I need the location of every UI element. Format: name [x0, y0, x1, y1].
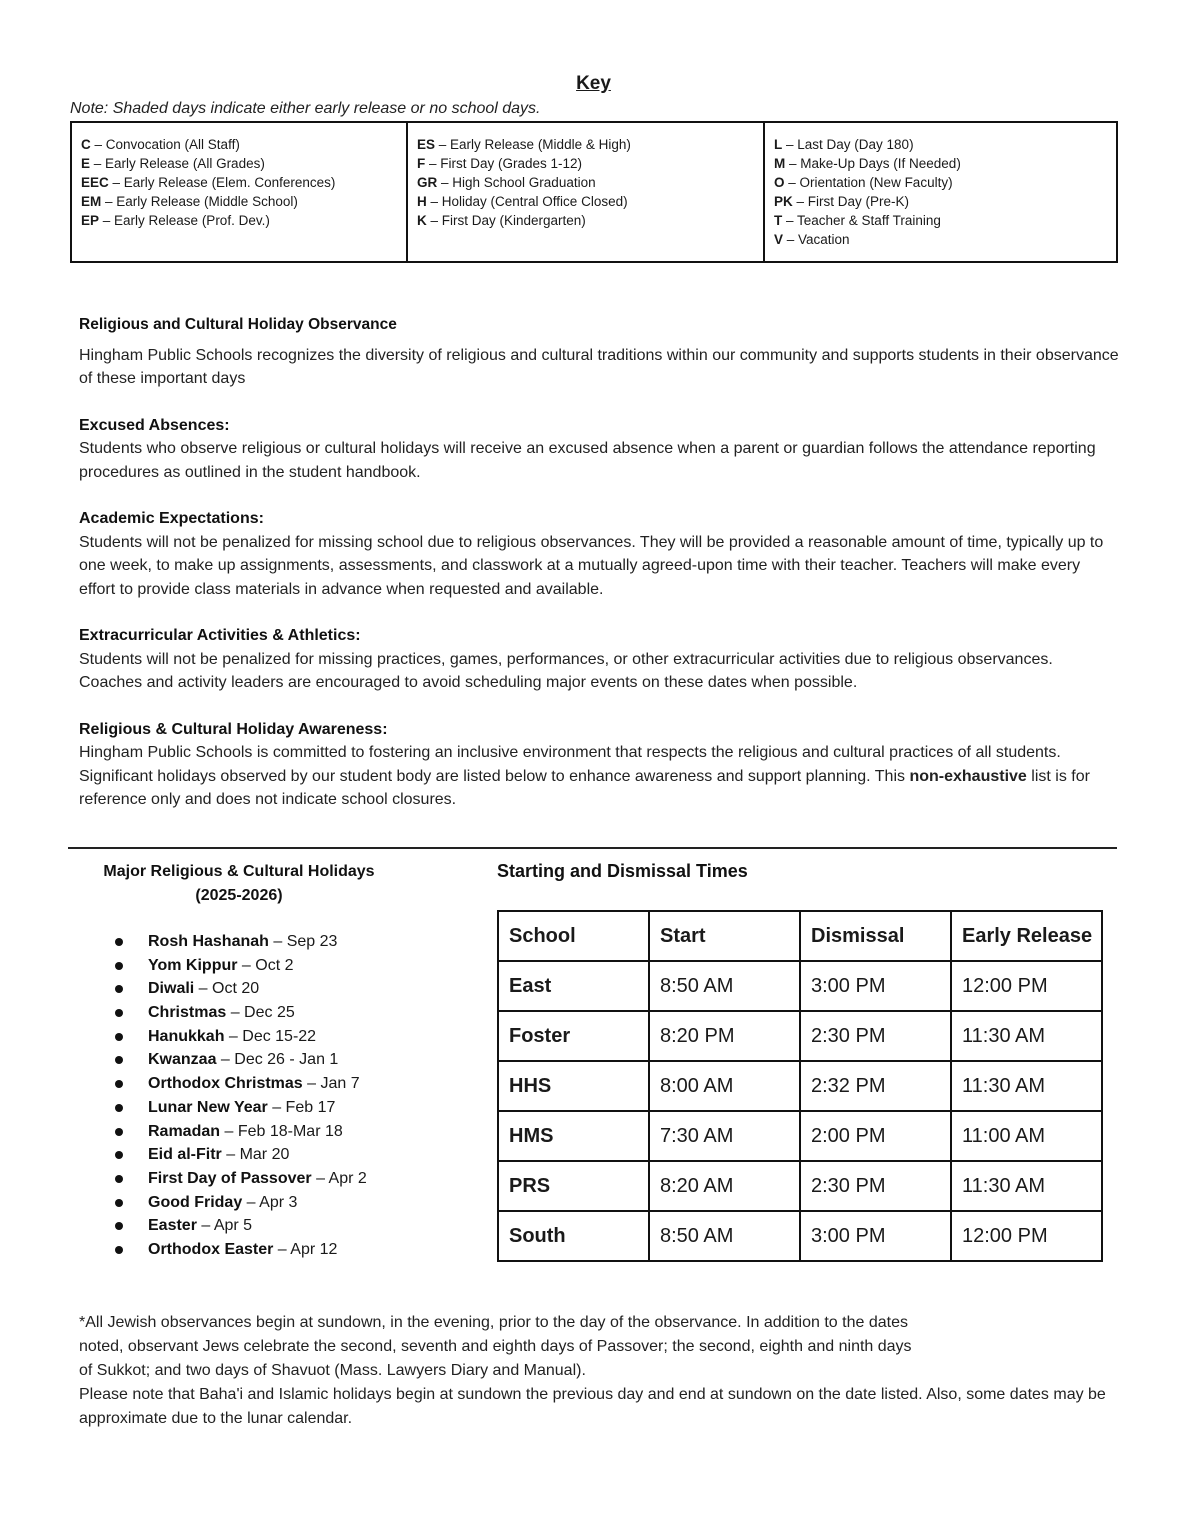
- list-item: Easter – Apr 5: [112, 1214, 367, 1238]
- list-item: Orthodox Christmas – Jan 7: [112, 1072, 367, 1096]
- table-row: [498, 1011, 1102, 1061]
- bullet-icon: [115, 1199, 123, 1207]
- key-item: PK – First Day (Pre-K): [774, 194, 910, 209]
- column-header: School: [498, 911, 649, 961]
- holidays-list: [112, 930, 367, 1262]
- bullet-icon: [115, 938, 123, 946]
- list-item: Hanukkah – Dec 15-22: [112, 1025, 367, 1049]
- start-cell: 8:50 AM: [649, 961, 800, 1011]
- excused-absences-block: [79, 414, 1119, 485]
- key-item: O – Orientation (New Faculty): [774, 175, 953, 190]
- bullet-icon: [115, 1151, 123, 1159]
- key-item: M – Make-Up Days (If Needed): [774, 156, 961, 171]
- key-note: Note: Shaded days indicate either early release or no school days.: [70, 100, 541, 117]
- footnote-line: *All Jewish observances begin at sundown, in the evening, prior to the day of the observance. In addition to the dates: [79, 1314, 908, 1331]
- section-text: Students who observe religious or cultural holidays will receive an excused absence when a parent or guardian follows the attendance reporting procedures as outlined in the student handbook.: [79, 440, 1096, 481]
- early-release-cell: 12:00 PM: [951, 961, 1102, 1011]
- school-cell: HMS: [498, 1111, 649, 1161]
- observance-section: [79, 313, 1119, 812]
- list-item: First Day of Passover – Apr 2: [112, 1167, 367, 1191]
- key-item: EEC – Early Release (Elem. Conferences): [81, 175, 336, 190]
- key-column-2: [406, 123, 763, 261]
- dismissal-cell: 2:30 PM: [800, 1011, 951, 1061]
- bullet-icon: [115, 962, 123, 970]
- non-exhaustive-emphasis: non-exhaustive: [909, 767, 1027, 785]
- key-item: ES – Early Release (Middle & High): [417, 137, 631, 152]
- bullet-icon: [115, 1175, 123, 1183]
- extracurricular-block: [79, 624, 1119, 695]
- early-release-cell: 11:00 AM: [951, 1111, 1102, 1161]
- key-item: GR – High School Graduation: [417, 175, 596, 190]
- dismissal-cell: 3:00 PM: [800, 961, 951, 1011]
- bullet-icon: [115, 1056, 123, 1064]
- list-item: Christmas – Dec 25: [112, 1001, 367, 1025]
- academic-expectations-block: [79, 507, 1119, 601]
- key-item: V – Vacation: [774, 232, 850, 247]
- bullet-icon: [115, 1246, 123, 1254]
- observance-intro: Hingham Public Schools recognizes the diversity of religious and cultural traditions within our community and supports students in their observance of these important days: [79, 346, 1119, 387]
- key-item: K – First Day (Kindergarten): [417, 213, 586, 228]
- start-cell: 8:20 AM: [649, 1161, 800, 1211]
- early-release-cell: 11:30 AM: [951, 1161, 1102, 1211]
- start-cell: 8:50 AM: [649, 1211, 800, 1261]
- bullet-icon: [115, 1033, 123, 1041]
- key-item: L – Last Day (Day 180): [774, 137, 914, 152]
- key-item: E – Early Release (All Grades): [81, 156, 265, 171]
- list-item: Kwanzaa – Dec 26 - Jan 1: [112, 1048, 367, 1072]
- footnote-line: Please note that Baha'i and Islamic holidays begin at sundown the previous day and end at sundown on the date listed. Also, some dates may be approximate due to the lunar calendar.: [79, 1386, 1106, 1427]
- footnote-line: of Sukkot; and two days of Shavuot (Mass. Lawyers Diary and Manual).: [79, 1362, 586, 1379]
- list-item: Ramadan – Feb 18-Mar 18: [112, 1120, 367, 1144]
- early-release-cell: 11:30 AM: [951, 1061, 1102, 1111]
- school-cell: East: [498, 961, 649, 1011]
- section-text: Hingham Public Schools is committed to fostering an inclusive environment that respects the religious and cultural practices of all students. Significant holidays observed by our student body are listed below to enhance awareness and support planning. This non-exhaustive list is for reference only and does not indicate school closures.: [79, 744, 1090, 808]
- footnote-line: noted, observant Jews celebrate the second, seventh and eighth days of Passover; the second, eighth and ninth days: [79, 1338, 912, 1355]
- list-item: Orthodox Easter – Apr 12: [112, 1238, 367, 1262]
- start-cell: 8:00 AM: [649, 1061, 800, 1111]
- key-item: EP – Early Release (Prof. Dev.): [81, 213, 270, 228]
- key-item: F – First Day (Grades 1-12): [417, 156, 583, 171]
- times-table: [497, 910, 1103, 1262]
- list-item: Eid al-Fitr – Mar 20: [112, 1143, 367, 1167]
- key-item: EM – Early Release (Middle School): [81, 194, 298, 209]
- school-cell: South: [498, 1211, 649, 1261]
- list-item: Good Friday – Apr 3: [112, 1191, 367, 1215]
- key-table: [70, 121, 1118, 263]
- list-item: Diwali – Oct 20: [112, 977, 367, 1001]
- school-cell: HHS: [498, 1061, 649, 1111]
- section-text: Students will not be penalized for missing practices, games, performances, or other extracurricular activities due to religious observances. Coaches and activity leaders are encouraged to avoid scheduling major events on these dates when possible.: [79, 650, 1053, 691]
- table-header-row: [498, 911, 1102, 961]
- holidays-title: Major Religious & Cultural Holidays (2025-2026): [103, 863, 375, 904]
- school-cell: PRS: [498, 1161, 649, 1211]
- section-heading: Academic Expectations:: [79, 510, 264, 527]
- start-cell: 8:20 PM: [649, 1011, 800, 1061]
- section-heading: Excused Absences:: [79, 416, 230, 434]
- key-item: T – Teacher & Staff Training: [774, 213, 941, 228]
- school-cell: Foster: [498, 1011, 649, 1061]
- table-row: [498, 961, 1102, 1011]
- holiday-awareness-block: [79, 718, 1119, 812]
- bullet-icon: [115, 1080, 123, 1088]
- column-header: Start: [649, 911, 800, 961]
- section-heading: Extracurricular Activities & Athletics:: [79, 627, 361, 644]
- key-title: Key: [576, 73, 611, 94]
- observance-heading: Religious and Cultural Holiday Observance: [79, 316, 397, 333]
- early-release-cell: 12:00 PM: [951, 1211, 1102, 1261]
- section-text: Students will not be penalized for missing school due to religious observances. They will be provided a reasonable amount of time, typically up to one week, to make up assignments, assessments, and classwork at a mutually agreed-upon time with their teacher. Teachers will make every effort to provide class materials in advance when requested and available.: [79, 533, 1104, 598]
- key-column-1: [72, 123, 406, 261]
- dismissal-cell: 3:00 PM: [800, 1211, 951, 1261]
- table-row: [498, 1211, 1102, 1261]
- early-release-cell: 11:30 AM: [951, 1011, 1102, 1061]
- times-title: Starting and Dismissal Times: [497, 861, 748, 881]
- dismissal-cell: 2:30 PM: [800, 1161, 951, 1211]
- list-item: Rosh Hashanah – Sep 23: [112, 930, 367, 954]
- key-column-3: [763, 123, 1116, 261]
- list-item: Yom Kippur – Oct 2: [112, 954, 367, 978]
- dismissal-cell: 2:00 PM: [800, 1111, 951, 1161]
- bullet-icon: [115, 985, 123, 993]
- bullet-icon: [115, 1009, 123, 1017]
- section-heading: Religious & Cultural Holiday Awareness:: [79, 720, 388, 738]
- table-row: [498, 1111, 1102, 1161]
- column-header: Early Release: [951, 911, 1102, 961]
- key-item: H – Holiday (Central Office Closed): [417, 194, 628, 209]
- key-item: C – Convocation (All Staff): [81, 137, 240, 152]
- dismissal-cell: 2:32 PM: [800, 1061, 951, 1111]
- bullet-icon: [115, 1128, 123, 1136]
- footnote: [79, 1311, 1119, 1431]
- start-cell: 7:30 AM: [649, 1111, 800, 1161]
- table-row: [498, 1161, 1102, 1211]
- table-row: [498, 1061, 1102, 1111]
- bullet-icon: [115, 1104, 123, 1112]
- bullet-icon: [115, 1222, 123, 1230]
- column-header: Dismissal: [800, 911, 951, 961]
- section-divider: [68, 847, 1117, 849]
- list-item: Lunar New Year – Feb 17: [112, 1096, 367, 1120]
